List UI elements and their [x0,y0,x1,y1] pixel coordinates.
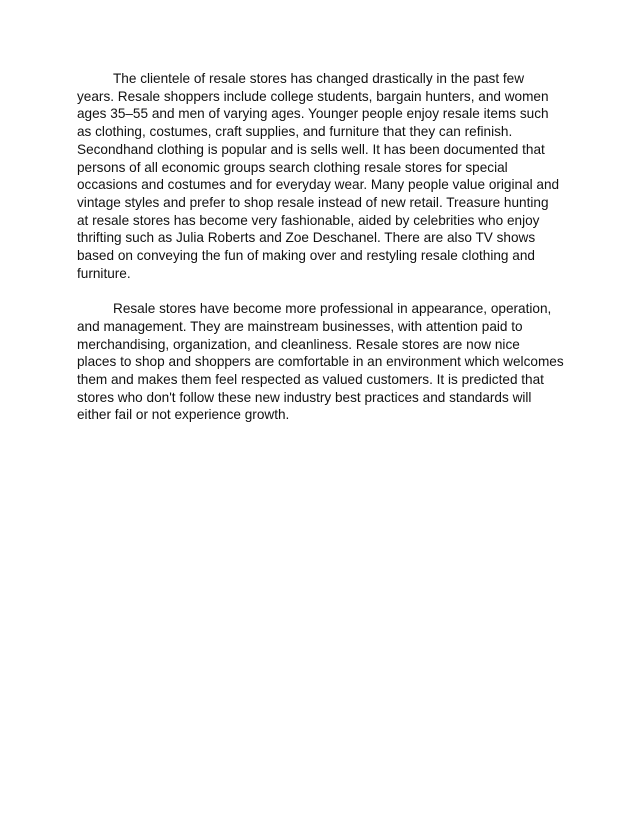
paragraph-line: at resale stores has become very fashionable, aided by celebrities who enjoy [77,212,540,228]
paragraph-1 [77,70,567,282]
paragraph-line: them and makes them feel respected as valued customers. It is predicted that [77,371,544,387]
paragraph-line: places to shop and shoppers are comfortable in an environment which welcomes [77,354,564,370]
document-body [77,70,567,424]
paragraph-line: years. Resale shoppers include college students, bargain hunters, and women [77,88,549,104]
paragraph-line: thrifting such as Julia Roberts and Zoe Deschanel. There are also TV shows [77,230,536,246]
paragraph-line: vintage styles and prefer to shop resale instead of new retail. Treasure hunting [77,194,549,210]
paragraph-line: merchandising, organization, and cleanliness. Resale stores are now nice [77,336,520,352]
paragraph-line: stores who don't follow these new industry best practices and standards will [77,389,532,405]
paragraph-line: and management. They are mainstream businesses, with attention paid to [77,318,523,334]
paragraph-line: based on conveying the fun of making over and restyling resale clothing and [77,248,535,264]
paragraph-line: ages 35–55 and men of varying ages. Younger people enjoy resale items such [77,106,549,122]
paragraph-line: persons of all economic groups search clothing resale stores for special [77,159,508,175]
paragraph-line: Secondhand clothing is popular and is sells well. It has been documented that [77,141,545,157]
paragraph-2 [77,300,567,424]
paragraph-line: either fail or not experience growth. [77,407,290,423]
paragraph-spacer [77,282,567,300]
paragraph-line: The clientele of resale stores has changed drastically in the past few [113,71,525,86]
paragraph-line: occasions and costumes and for everyday wear. Many people value original and [77,177,560,193]
paragraph-line: as clothing, costumes, craft supplies, and furniture that they can refinish. [77,124,513,140]
paragraph-line: Resale stores have become more professional in appearance, operation, [113,301,552,317]
paragraph-line: furniture. [77,265,131,281]
